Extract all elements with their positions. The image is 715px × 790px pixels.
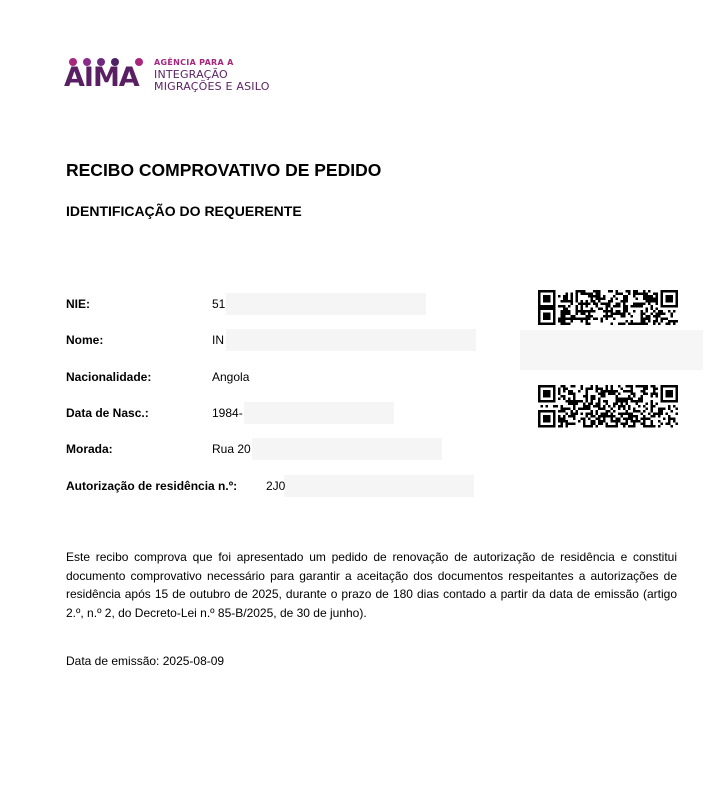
field-value: Rua 20 (212, 442, 251, 456)
emission-date: Data de emissão: 2025-08-09 (66, 654, 225, 668)
qr-code-icon (538, 385, 678, 429)
field-label: Autorização de residência n.º: (66, 479, 238, 493)
field-label: Data de Nasc.: (66, 406, 149, 420)
field-value: 1984- (212, 406, 243, 420)
aima-logo (64, 56, 284, 96)
logo-tagline (154, 57, 270, 93)
logo-tagline-line2: INTEGRAÇÃO (154, 68, 228, 81)
field-value: 51 (212, 297, 226, 311)
field-label: Nacionalidade: (66, 370, 152, 384)
field-label: Nome: (66, 333, 104, 347)
logo-tagline-line1: AGÊNCIA PARA A (154, 58, 234, 67)
redaction-block (226, 293, 426, 315)
field-label: Morada: (66, 442, 113, 456)
document-title: RECIBO COMPROVATIVO DE PEDIDO (66, 160, 382, 180)
section-subtitle: IDENTIFICAÇÃO DO REQUERENTE (66, 203, 302, 219)
redaction-block (226, 329, 476, 351)
field-value: 2J0 (266, 479, 286, 493)
field-value: IN (212, 333, 224, 347)
redaction-block (284, 475, 474, 497)
redaction-block (252, 438, 442, 460)
field-value: Angola (212, 370, 250, 384)
logo-wordmark: AIMA (64, 62, 139, 93)
receipt-statement: Este recibo comprova que foi apresentado um pedido de renovação de autorização de residência e constitui documento comprovativo necessário para garantir a aceitação dos documentos respeitantes a autorizações de residência após 15 de outubro de 2025, durante o prazo de 180 dias contado a partir da data de emissão (artigo 2.º, n.º 2, do Decreto-Lei n.º 85-B/2025, de 30 de junho). (66, 550, 677, 620)
field-label: NIE: (66, 297, 90, 311)
redaction-block (520, 330, 703, 370)
qr-code-icon (538, 290, 678, 325)
logo-tagline-line3: MIGRAÇÕES E ASILO (154, 80, 270, 93)
redaction-block (244, 402, 394, 424)
